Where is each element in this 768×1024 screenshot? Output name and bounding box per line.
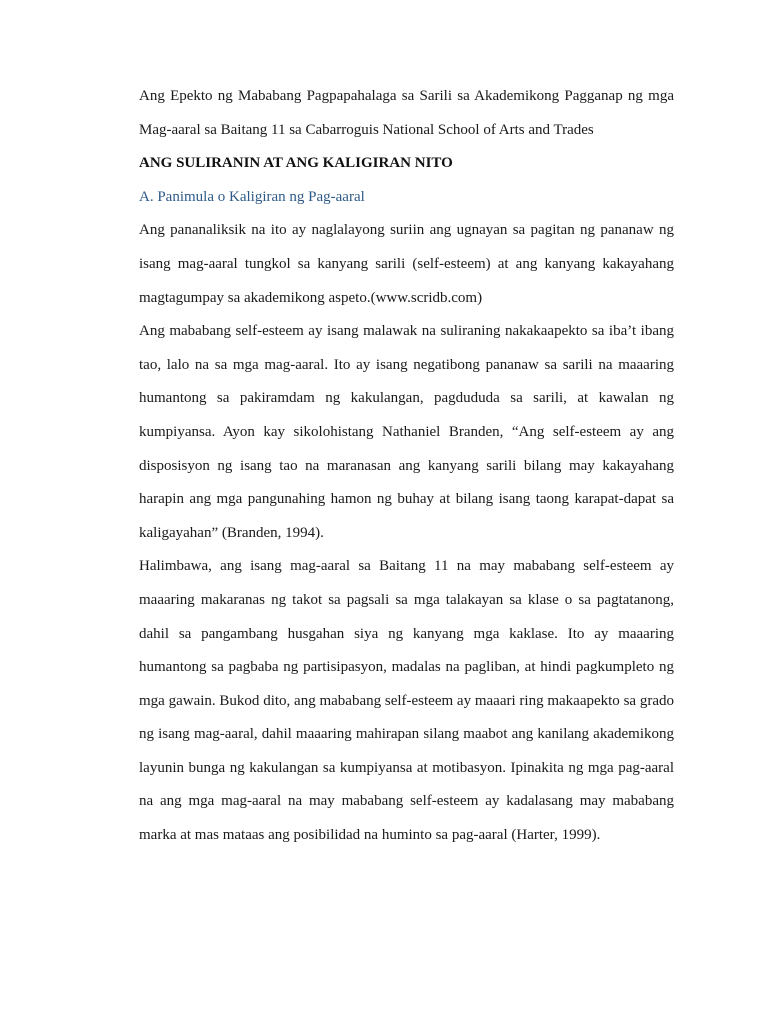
paragraph-1: Ang pananaliksik na ito ay naglalayong suriin ang ugnayan sa pagitan ng pananaw ng isang mag-aaral tungkol sa kanyang sarili (self-esteem) at ang kanyang kakayahang magtagumpay sa akademikong aspeto.(www.scridb.com) — [139, 222, 674, 306]
paragraph-3: Halimbawa, ang isang mag-aaral sa Baitang 11 na may mababang self-esteem ay maaaring makaranas ng takot sa pagsali sa mga talakayan sa klase o sa pagtatanong, dahil sa pangambang husgahan siya ng kanyang mga kaklase. Ito ay maaaring humantong sa pagbaba ng partisipasyon, madalas na pagliban, at hindi pagkumpleto ng mga gawain. Bukod dito, ang mababang self-esteem ay maaari ring makaapekto sa grado ng isang mag-aaral, dahil maaaring mahirapan silang maabot ang kanilang akademikong layunin bunga ng kakulangan sa kumpiyansa at motibasyon. Ipinakita ng mga pag-aaral na ang mga mag-aaral na may mababang self-esteem ay kadalasang may mababang marka at mas mataas ang posibilidad na huminto sa pag-aaral (Harter, 1999). — [139, 558, 674, 844]
subsection-heading: A. Panimula o Kaligiran ng Pag-aaral — [139, 188, 365, 205]
document-page — [139, 80, 674, 853]
document-title: Ang Epekto ng Mababang Pagpapahalaga sa Sarili sa Akademikong Pagganap ng mga Mag-aaral sa Baitang 11 sa Cabarroguis National School of Arts and Trades — [139, 88, 674, 138]
section-heading: ANG SULIRANIN AT ANG KALIGIRAN NITO — [139, 155, 453, 172]
paragraph-2: Ang mababang self-esteem ay isang malawak na suliraning nakakaapekto sa iba’t ibang tao, lalo na sa mga mag-aaral. Ito ay isang negatibong pananaw sa sarili na maaaring humantong sa pakiramdam ng kakulangan, pagdududa sa sarili, at kawalan ng kumpiyansa. Ayon kay sikolohistang Nathaniel Branden, “Ang self-esteem ay ang disposisyon ng isang tao na maranasan ang kanyang sarili bilang may kakayahang harapin ang mga pangunahing hamon ng buhay at bilang isang taong karapat-dapat sa kaligayahan” (Branden, 1994). — [139, 323, 674, 541]
